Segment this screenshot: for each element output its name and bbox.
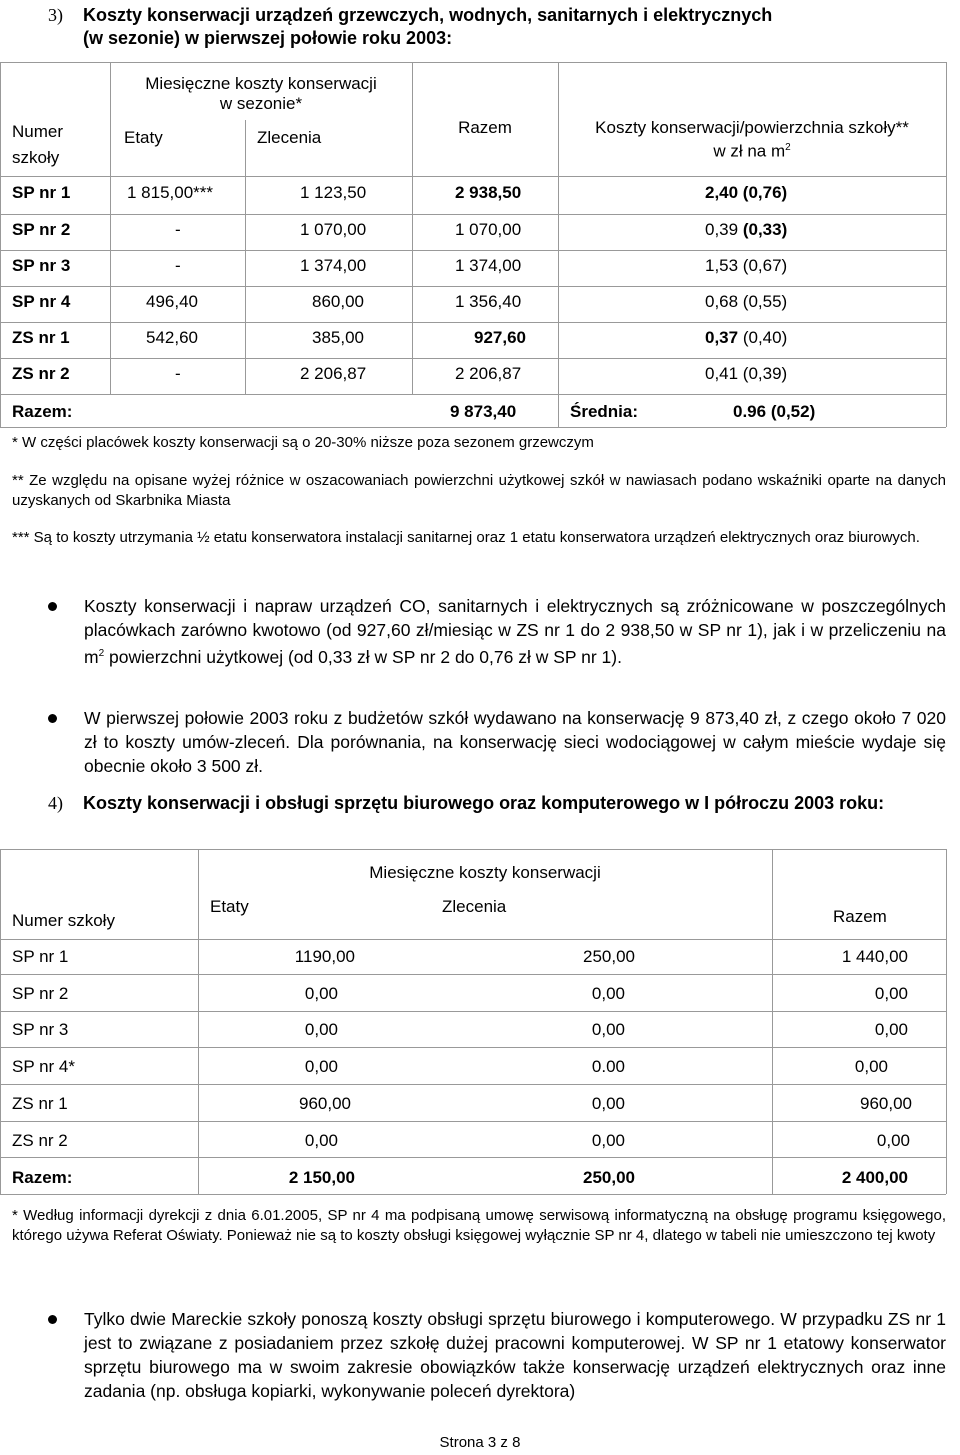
t1-row3-etaty: -	[175, 256, 181, 275]
t1-row5-etaty: 542,60	[146, 328, 198, 347]
bullet-paragraph-1: Koszty konserwacji i napraw urządzeń CO, sanitarnych i elektrycznych są zróżnicowane w poszczególnych placówkach zarówno kwotowo (od 927,60 zł/miesiąc w ZS nr 1 do 2 938,50 w SP nr 1), jak i w przeliczeniu na $m^2$ powierzchni użytkowej (od 0,33 zł w SP nr 2 do 0,76 zł w SP nr 1).	[84, 596, 946, 667]
note-table2: * Według informacji dyrekcji z dnia 6.01.2005, SP nr 4 ma podpisaną umowę serwisową informatyczną na obsługę programu księgowego, którego używa Referat Oświaty. Ponieważ nie są to koszty obsługi księgowej wyłącznie SP nr 4, dlatego w tabeli nie umieszczono tej kwoty	[12, 1207, 946, 1244]
t1-srednia-label: Średnia:	[570, 402, 639, 421]
section-4-title: Koszty konserwacji i obsługi sprzętu biurowego oraz komputerowego w I półroczu 2003 roku:	[83, 793, 885, 813]
t2-header-miesieczne: Miesięczne koszty konserwacji	[369, 863, 601, 882]
t2-header-razem: Razem	[833, 907, 887, 926]
t2-row4-razem: 0,00	[854, 1057, 888, 1076]
note-2: ** Ze względu na opisane wyżej różnice w oszacowaniach powierzchni użytkowej szkół w nawiasach podano wskaźniki oparte na danych uzyskanych od Skarbnika Miasta	[12, 472, 946, 509]
t2-row6-name: ZS nr 2	[12, 1131, 68, 1150]
t2-row3-name: SP nr 3	[12, 1020, 69, 1039]
section-4-number: 4)	[48, 793, 63, 813]
t2-row2-razem: 0,00	[874, 984, 908, 1003]
t1-row2-name: SP nr 2	[12, 220, 71, 239]
t1-row3-koszty: 1,53 (0,67)	[705, 256, 788, 275]
t2-row5-razem: 960,00	[860, 1094, 912, 1113]
t2-row3-etaty: 0,00	[304, 1020, 338, 1039]
t2-header-etaty: Etaty	[210, 897, 249, 916]
t1-header-szkoly: szkoły	[12, 148, 60, 167]
t2-row1-zlecenia: 250,00	[583, 947, 635, 966]
t2-total-etaty: 2 150,00	[288, 1168, 355, 1187]
t2-row2-zlecenia: 0,00	[591, 984, 625, 1003]
t1-row6-name: ZS nr 2	[12, 364, 70, 383]
t1-row2-etaty: -	[175, 220, 181, 239]
t2-header-zlecenia: Zlecenia	[442, 897, 507, 916]
t1-header-koszty-2: w zł na $m^2$	[713, 141, 791, 161]
t2-row6-zlecenia: 0,00	[591, 1131, 625, 1150]
note-1: * W części placówek koszty konserwacji są o 20-30% niższe poza sezonem grzewczym	[12, 434, 594, 451]
t2-row3-zlecenia: 0,00	[591, 1020, 625, 1039]
t2-row5-zlecenia: 0,00	[591, 1094, 625, 1113]
t2-row2-name: SP nr 2	[12, 984, 69, 1003]
t1-row5-zlecenia: 385,00	[312, 328, 364, 347]
t2-row4-etaty: 0,00	[304, 1057, 338, 1076]
note-3: *** Są to koszty utrzymania ½ etatu konserwatora instalacji sanitarnej oraz 1 etatu konserwatora urządzeń elektrycznych oraz biurowych.	[12, 529, 920, 546]
t2-total-zlecenia: 250,00	[583, 1168, 635, 1187]
t1-row5-name: ZS nr 1	[12, 328, 70, 347]
t1-header-koszty-1: Koszty konserwacji/powierzchnia szkoły**	[595, 118, 909, 137]
table-1	[0, 62, 946, 427]
bullet-icon	[48, 714, 57, 723]
t1-header-etaty: Etaty	[124, 128, 163, 147]
t1-row4-razem: 1 356,40	[455, 292, 522, 311]
t1-row2-zlecenia: 1 070,00	[300, 220, 367, 239]
t1-row1-zlecenia: 1 123,50	[300, 183, 367, 202]
t1-total-razem: 9 873,40	[450, 402, 517, 421]
t1-row6-zlecenia: 2 206,87	[300, 364, 367, 383]
t1-row5-razem: 927,60	[474, 328, 526, 347]
t1-srednia-value: 0.96 (0,52)	[733, 402, 816, 421]
t2-row5-name: ZS nr 1	[12, 1094, 68, 1113]
t1-header-razem: Razem	[458, 118, 512, 137]
t2-row4-name: SP nr 4*	[12, 1057, 76, 1076]
t1-row1-koszty: 2,40 (0,76)	[705, 183, 788, 202]
t1-row5-koszty: 0,37 (0,40)	[705, 328, 788, 347]
section-3-title-line2: (w sezonie) w pierwszej połowie roku 2003:	[83, 28, 453, 48]
t1-row6-koszty: 0,41 (0,39)	[705, 364, 788, 383]
t1-header-miesieczne-1: Miesięczne koszty konserwacji	[145, 74, 377, 93]
t1-header-numer: Numer	[12, 122, 64, 141]
t1-row6-razem: 2 206,87	[455, 364, 522, 383]
t1-row3-zlecenia: 1 374,00	[300, 256, 367, 275]
bullet-icon	[48, 1315, 57, 1324]
t1-header-miesieczne-2: w sezonie*	[219, 94, 303, 113]
t2-row1-razem: 1 440,00	[841, 947, 908, 966]
section-3-number: 3)	[48, 5, 63, 25]
t1-total-label: Razem:	[12, 402, 73, 421]
t1-row6-etaty: -	[175, 364, 181, 383]
t2-row6-razem: 0,00	[876, 1131, 910, 1150]
bullet-icon	[48, 602, 57, 611]
bullet-paragraph-3: Tylko dwie Mareckie szkoły ponoszą koszty obsługi sprzętu biurowego i komputerowego. W przypadku ZS nr 1 jest to związane z posiadaniem przez szkołę dużej pracowni komputerowej. W SP nr 1 etatowy konserwator sprzętu biurowego ma w swoim zakresie obowiązków także konserwację urządzeń elektrycznych oraz inne zadania (np. obsługa kopiarki, wykonywanie poleceń dyrektora)	[84, 1309, 946, 1401]
t1-row3-name: SP nr 3	[12, 256, 71, 275]
t2-row6-etaty: 0,00	[304, 1131, 338, 1150]
t1-row4-etaty: 496,40	[146, 292, 198, 311]
t2-row3-razem: 0,00	[874, 1020, 908, 1039]
t1-header-zlecenia: Zlecenia	[257, 128, 322, 147]
t2-row1-name: SP nr 1	[12, 947, 69, 966]
section-3-title-line1: Koszty konserwacji urządzeń grzewczych, wodnych, sanitarnych i elektrycznych	[83, 5, 773, 25]
t2-row2-etaty: 0,00	[304, 984, 338, 1003]
t1-row4-zlecenia: 860,00	[312, 292, 364, 311]
t2-row1-etaty: 1190,00	[294, 947, 355, 966]
t1-row4-koszty: 0,68 (0,55)	[705, 292, 788, 311]
table-2	[0, 849, 946, 1194]
t1-row4-name: SP nr 4	[12, 292, 71, 311]
bullet-paragraph-2: W pierwszej połowie 2003 roku z budżetów szkół wydawano na konserwację 9 873,40 zł, z czego około 7 020 zł to koszty umów-zleceń. Dla porównania, na konserwację sieci wodociągowej w całym mieście wydaje się obecnie około 3 500 zł.	[84, 708, 946, 776]
t1-row1-etaty: 1 815,00***	[127, 183, 214, 202]
t1-row2-koszty: 0,39 (0,33)	[705, 220, 788, 239]
t2-row5-etaty: 960,00	[299, 1094, 351, 1113]
t1-row1-name: SP nr 1	[12, 183, 71, 202]
t2-total-label: Razem:	[12, 1168, 73, 1187]
t2-header-numer: Numer szkoły	[12, 911, 115, 930]
t2-row4-zlecenia: 0.00	[591, 1057, 625, 1076]
t2-total-razem: 2 400,00	[841, 1168, 908, 1187]
page-footer: Strona 3 z 8	[439, 1434, 521, 1451]
t1-row1-razem: 2 938,50	[455, 183, 522, 202]
t1-row3-razem: 1 374,00	[455, 256, 522, 275]
t1-row2-razem: 1 070,00	[455, 220, 522, 239]
